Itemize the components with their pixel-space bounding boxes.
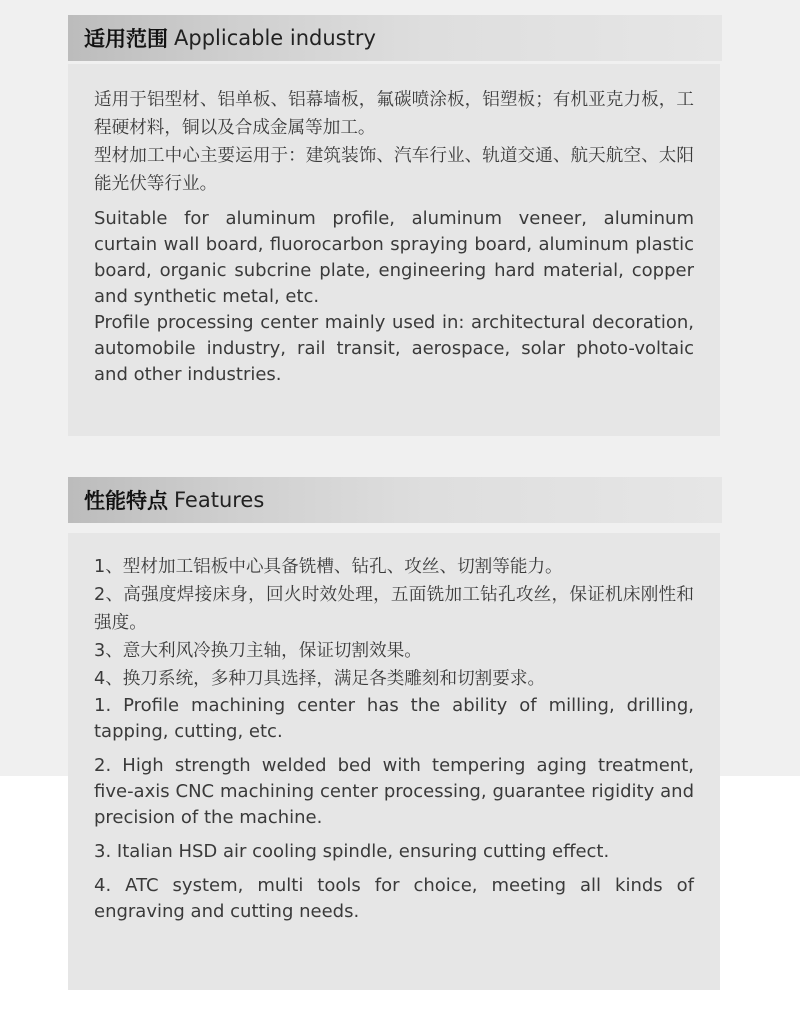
spacer bbox=[94, 865, 694, 873]
features-en-item: 4. ATC system, multi tools for choice, meeting all kinds of engraving and cutting needs. bbox=[94, 875, 694, 922]
features-zh-item: 2、高强度焊接床身，回火时效处理，五面铣加工钻孔攻丝，保证机床刚性和强度。 bbox=[94, 585, 694, 633]
applicable-title-en: Applicable industry bbox=[174, 26, 376, 50]
features-en-item: 3. Italian HSD air cooling spindle, ensuring cutting effect. bbox=[94, 841, 610, 862]
features-zh-item: 3、意大利风冷换刀主轴，保证切割效果。 bbox=[94, 641, 422, 661]
applicable-industry-header bbox=[68, 15, 722, 61]
spacer bbox=[94, 745, 694, 753]
features-en-item: 1. Profile machining center has the ability of milling, drilling, tapping, cutting, etc. bbox=[94, 695, 694, 742]
applicable-en-paragraph-1: Suitable for aluminum profile, aluminum veneer, aluminum curtain wall board, fluorocarbon spraying board, aluminum plastic board, organic subcrine plate, engineering hard material, copper and synthetic metal, etc. bbox=[94, 208, 694, 307]
features-en-item: 2. High strength welded bed with tempering aging treatment, five-axis CNC machining center processing, guarantee rigidity and precision of the machine. bbox=[94, 755, 694, 828]
features-title-en: Features bbox=[174, 488, 265, 512]
applicable-zh-paragraph-2: 型材加工中心主要运用于：建筑装饰、汽车行业、轨道交通、航天航空、太阳能光伏等行业。 bbox=[94, 146, 694, 194]
spacer bbox=[94, 831, 694, 839]
features-zh-item: 4、换刀系统，多种刀具选择，满足各类雕刻和切割要求。 bbox=[94, 669, 546, 689]
applicable-zh-paragraph-1: 适用于铝型材、铝单板、铝幕墙板，氟碳喷涂板，铝塑板；有机亚克力板，工程硬材料，铜以及合成金属等加工。 bbox=[94, 90, 694, 138]
features-header bbox=[68, 477, 722, 523]
applicable-en-block bbox=[94, 206, 694, 388]
applicable-title-zh: 适用范围 bbox=[84, 27, 168, 51]
features-title-zh: 性能特点 bbox=[84, 489, 168, 513]
features-zh-item: 1、型材加工铝板中心具备铣槽、钻孔、攻丝、切割等能力。 bbox=[94, 557, 563, 577]
applicable-en-paragraph-2: Profile processing center mainly used in: architectural decoration, automobile industry, rail transit, aerospace, solar photo-voltaic and other industries. bbox=[94, 312, 694, 385]
features-panel bbox=[68, 533, 720, 990]
applicable-industry-panel bbox=[68, 64, 720, 436]
